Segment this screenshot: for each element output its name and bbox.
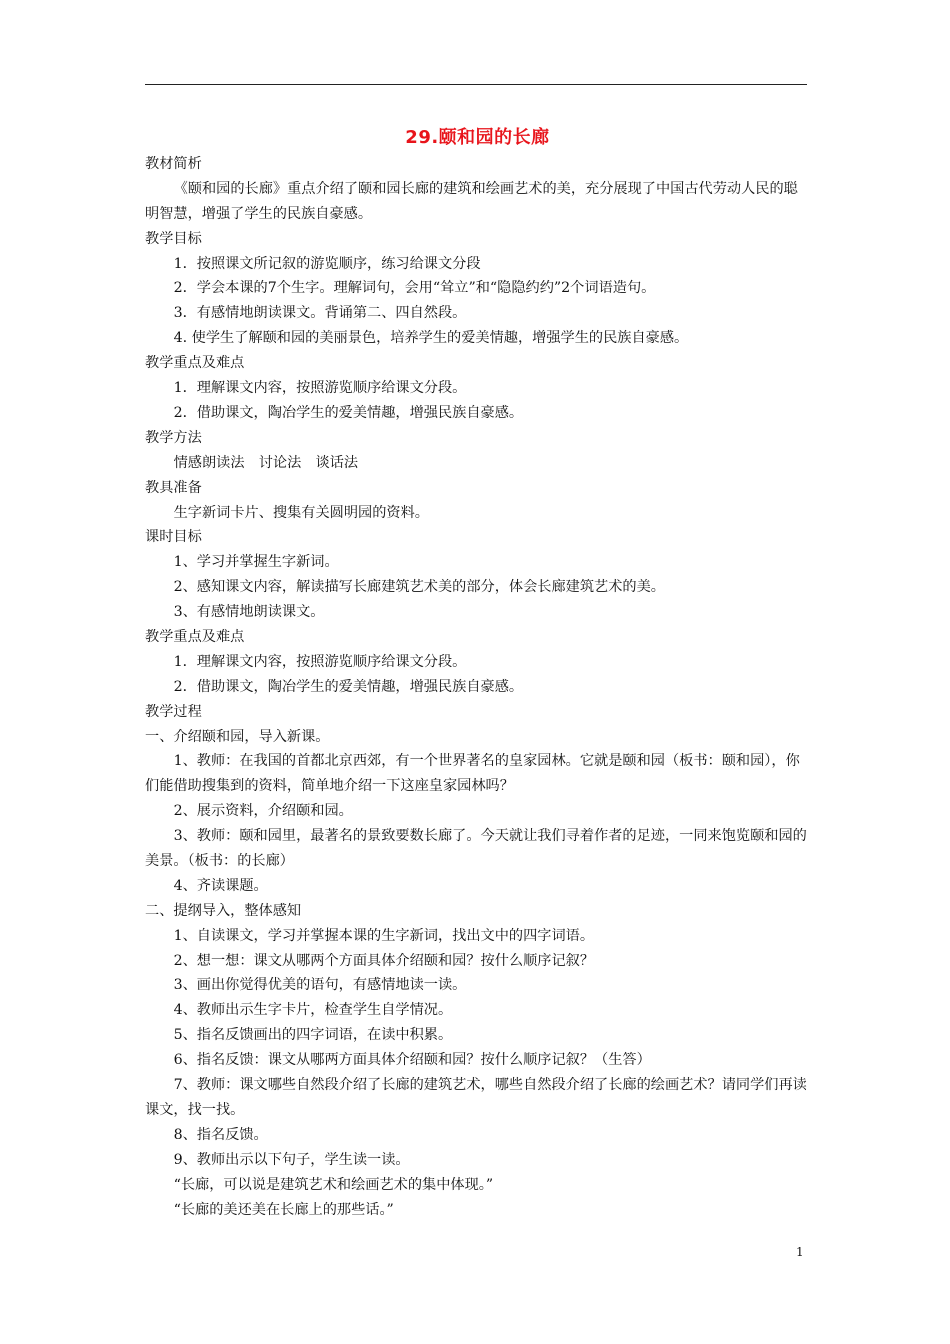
section-heading: 一、介绍颐和园，导入新课。 — [145, 728, 330, 745]
section-heading: 教学目标 — [145, 230, 202, 247]
quote-line: “长廊的美还美在长廊上的那些话。” — [173, 1201, 394, 1218]
list-item: 2．学会本课的7个生字。理解词句，会用“耸立”和“隐隐约约”2个词语造句。 — [173, 280, 656, 297]
list-item: 2．借助课文，陶冶学生的爱美情趣，增强民族自豪感。 — [173, 678, 524, 695]
page-number: 1 — [796, 1245, 804, 1259]
list-item: 2、感知课文内容，解读描写长廊建筑艺术美的部分，体会长廊建筑艺术的美。 — [173, 579, 665, 596]
list-item: 5、指名反馈画出的四字词语，在读中积累。 — [173, 1027, 453, 1044]
paragraph: 3、教师：颐和园里，最著名的景致要数长廊了。今天就让我们寻着作者的足迹，一同来饱览颐和园的美景。（板书：的长廊） — [145, 828, 807, 870]
list-item: 4、齐读课题。 — [173, 877, 268, 894]
section-heading: 教学重点及难点 — [145, 628, 245, 645]
list-item: 1、学习并掌握生字新词。 — [173, 554, 339, 571]
list-item: 9、教师出示以下句子，学生读一读。 — [173, 1151, 410, 1168]
list-item: 6、指名反馈：课文从哪两方面具体介绍颐和园？按什么顺序记叙？（生答） — [173, 1052, 651, 1069]
list-item: 1．理解课文内容，按照游览顺序给课文分段。 — [173, 380, 467, 397]
list-item: 2、想一想：课文从哪两个方面具体介绍颐和园？按什么顺序记叙？ — [173, 952, 595, 969]
list-item: 1．理解课文内容，按照游览顺序给课文分段。 — [173, 653, 467, 670]
section-heading: 教学重点及难点 — [145, 355, 245, 372]
section-heading: 教学过程 — [145, 703, 202, 720]
list-item: 4、教师出示生字卡片，检查学生自学情况。 — [173, 1002, 453, 1019]
list-item: 情感朗读法 讨论法 谈话法 — [173, 454, 359, 471]
paragraph: 《颐和园的长廊》重点介绍了颐和园长廊的建筑和绘画艺术的美，充分展现了中国古代劳动人民的聪明智慧，增强了学生的民族自豪感。 — [145, 180, 798, 222]
quote-line: “长廊，可以说是建筑艺术和绘画艺术的集中体现。” — [173, 1176, 494, 1193]
list-item: 1、自读课文，学习并掌握本课的生字新词，找出文中的四字词语。 — [173, 927, 595, 944]
list-item: 2、展示资料，介绍颐和园。 — [173, 803, 353, 820]
list-item: 3．有感情地朗读课文。背诵第二、四自然段。 — [173, 305, 467, 322]
list-item: 3、画出你觉得优美的语句，有感情地读一读。 — [173, 977, 467, 994]
paragraph: 1、教师：在我国的首都北京西郊，有一个世界著名的皇家园林。它就是颐和园（板书：颐和园），你们能借助搜集到的资料，简单地介绍一下这座皇家园林吗？ — [145, 753, 800, 795]
list-item: 4. 使学生了解颐和园的美丽景色，培养学生的爱美情趣，增强学生的民族自豪感。 — [173, 330, 689, 347]
header-rule — [145, 84, 807, 85]
section-heading: 二、提纲导入，整体感知 — [145, 902, 302, 919]
list-item: 生字新词卡片、搜集有关圆明园的资料。 — [173, 504, 429, 521]
section-heading: 课时目标 — [145, 529, 202, 546]
document-body — [145, 124, 810, 1222]
section-heading: 教材简析 — [145, 156, 202, 172]
list-item: 2．借助课文，陶冶学生的爱美情趣，增强民族自豪感。 — [173, 404, 524, 421]
list-item: 1．按照课文所记叙的游览顺序，练习给课文分段 — [173, 255, 481, 272]
section-heading: 教具准备 — [145, 479, 202, 496]
list-item: 8、指名反馈。 — [173, 1126, 268, 1143]
list-item: 3、有感情地朗读课文。 — [173, 604, 325, 621]
document-title: 29.颐和园的长廊 — [405, 127, 550, 148]
section-heading: 教学方法 — [145, 429, 202, 446]
paragraph: 7、教师：课文哪些自然段介绍了长廊的建筑艺术，哪些自然段介绍了长廊的绘画艺术？请同学们再读课文，找一找。 — [145, 1077, 807, 1118]
